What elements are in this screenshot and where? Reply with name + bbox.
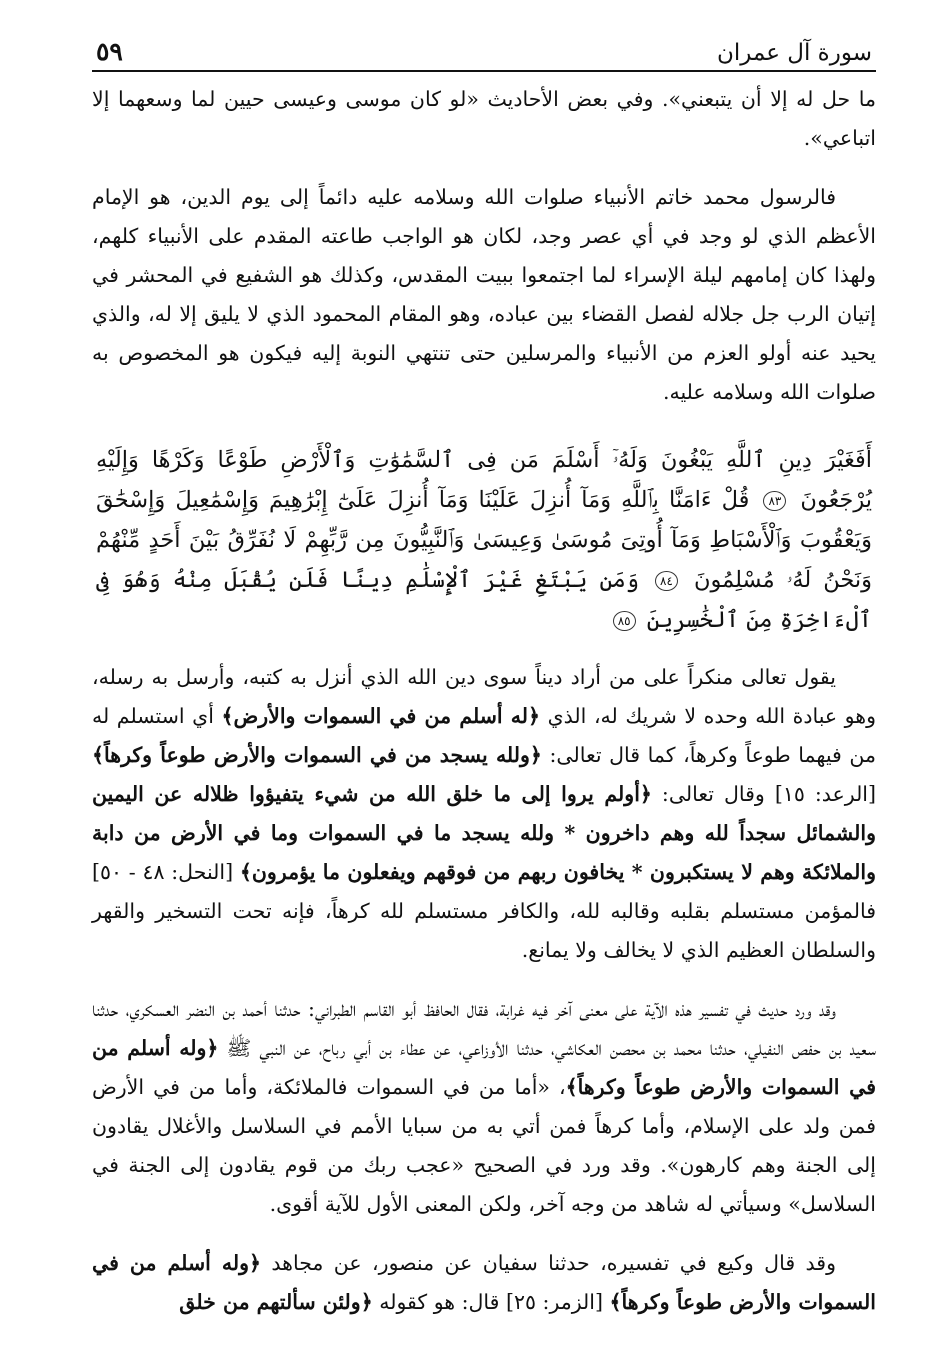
- paragraph-3: [92, 658, 876, 970]
- p3-text-3: [الرعد: ١٥] وقال تعالى:: [651, 782, 877, 806]
- p3-quote-3: ﴿أولم يروا إلى ما خلق الله من شيء يتفيؤوا ظلاله عن اليمين والشمائل سجداً لله وهم داخرون * ولله يسجد ما في السموات وما في الأرض من دابة والملائكة وهم لا يستكبرون * يخافون ربهم من فوقهم ويفعلون ما يؤمرون﴾: [92, 782, 876, 884]
- p3-quote-2: ﴿ولله يسجد من في السموات والأرض طوعاً وكرهاً﴾: [92, 743, 542, 767]
- verse-84-number: ٨٤: [655, 571, 678, 591]
- p5-text-2: [الزمر: ٢٥] قال: هو كقوله: [372, 1290, 610, 1314]
- p5-quote-1: ﴿وله أسلم من في السموات والأرض طوعاً وكرهاً﴾: [92, 1251, 876, 1314]
- verse-83-number: ٨٣: [763, 491, 786, 511]
- verse-85-number: ٨٥: [613, 611, 636, 631]
- p5-quote-2: ﴿ولئن سألتهم من خلق: [179, 1290, 373, 1314]
- p3-text-4: [النحل: ٤٨ - ٥٠] فالمؤمن مستسلم بقلبه وقالبه لله، والكافر مستسلم لله كرهاً، فإنه تحت التسخير والقهر والسلطان العظيم الذي لا يخالف ولا يمانع.: [92, 860, 876, 962]
- quran-verse-block: [92, 440, 876, 640]
- verse-83-text: أَفَغَيْرَ دِينِ ٱللَّهِ يَبْغُونَ وَلَهُۥٓ أَسْلَمَ مَن فِى ٱلسَّمَٰوَٰتِ وَٱلْأَرْضِ طَوْعًا وَكَرْهًا وَإِلَيْهِ يُرْجَعُونَ: [96, 447, 873, 513]
- verse-84-text: قُلْ ءَامَنَّا بِٱللَّهِ وَمَآ أُنزِلَ عَلَيْنَا وَمَآ أُنزِلَ عَلَىٰٓ إِبْرَٰهِيمَ وَإِسْمَٰعِيلَ وَإِسْحَٰقَ وَيَعْقُوبَ وَٱلْأَسْبَاطِ وَمَآ أُوتِىَ مُوسَىٰ وَعِيسَىٰ وَٱلنَّبِيُّونَ مِن رَّبِّهِمْ لَا نُفَرِّقُ بَيْنَ أَحَدٍ مِّنْهُمْ وَنَحْنُ لَهُۥ مُسْلِمُونَ: [96, 487, 872, 593]
- surah-title: سورة آل عمران: [716, 40, 872, 66]
- verse-85-text: وَمَن يَبْتَغِ غَيْرَ ٱلْإِسْلَٰمِ دِينًا فَلَن يُقْبَلَ مِنْهُ وَهُوَ فِى ٱلْءَاخِرَةِ مِنَ ٱلْخَٰسِرِينَ: [96, 567, 872, 633]
- page-header: [92, 22, 876, 72]
- p3-quote-1: ﴿له أسلم من في السموات والأرض﴾: [221, 704, 541, 728]
- paragraph-2: فالرسول محمد خاتم الأنبياء صلوات الله وسلامه عليه دائماً إلى يوم الدين، هو الإمام الأعظم الذي لو وجد في أي عصر وجد، لكان هو الواجب طاعته المقدم على الأنبياء كلهم، ولهذا كان إمامهم ليلة الإسراء لما اجتمعوا ببيت المقدس، وكذلك هو الشفيع في المحشر في إتيان الرب جل جلاله لفصل القضاء بين عباده، وهو المقام المحمود الذي لا يليق إلا له، والذي يحيد عنه أولو العزم من الأنبياء والمرسلين حتى تنتهي النوبة إليه فيكون هو المخصوص به صلوات الله وسلامه عليه.: [92, 185, 876, 404]
- paragraph-1: ما حل له إلا أن يتبعني». وفي بعض الأحاديث «لو كان موسى وعيسى حيين لما وسعهما إلا اتباعي».: [92, 87, 876, 150]
- paragraph-4: [92, 990, 876, 1224]
- page-number: ٥٩: [96, 37, 123, 66]
- p4-quote-1: ﴿وله أسلم من في السموات والأرض طوعاً وكرهاً﴾: [92, 1036, 876, 1099]
- p4-text-2: ، «أما من في السموات فالملائكة، وأما من في الأرض فمن ولد على الإسلام، وأما كرهاً فمن أتي به من سبايا الأمم في السلاسل والأغلال يقادون إلى الجنة وهم كارهون». وقد ورد في الصحيح «عجب ربك من قوم يقادون إلى الجنة في السلاسل» وسيأتي له شاهد من وجه آخر، ولكن المعنى الأول للآية أقوى.: [92, 1075, 876, 1216]
- p3-text-2: أي استسلم له من فيهما طوعاً وكرهاً، كما قال تعالى:: [92, 704, 876, 767]
- p4-text-1: وقد ورد حديث في تفسير هذه الآية على معنى آخر فيه غرابة، فقال الحافظ أبو القاسم الطبراني: حدثنا أحمد بن النضر العسكري، حدثنا سعيد بن حفص النفيلي، حدثنا محمد بن محصن العكاشي، حدثنا الأوزاعي، عن عطاء بن أبي رباح، عن النبي ﷺ: [92, 997, 876, 1060]
- p3-text-1: يقول تعالى منكراً على من أراد ديناً سوى دين الله الذي أنزل به كتبه، وأرسل به رسله، وهو عبادة الله وحده لا شريك له، الذي: [92, 665, 876, 728]
- p5-text-1: وقد قال وكيع في تفسيره، حدثنا سفيان عن منصور، عن مجاهد: [260, 1251, 836, 1275]
- paragraph-5: [92, 1244, 876, 1322]
